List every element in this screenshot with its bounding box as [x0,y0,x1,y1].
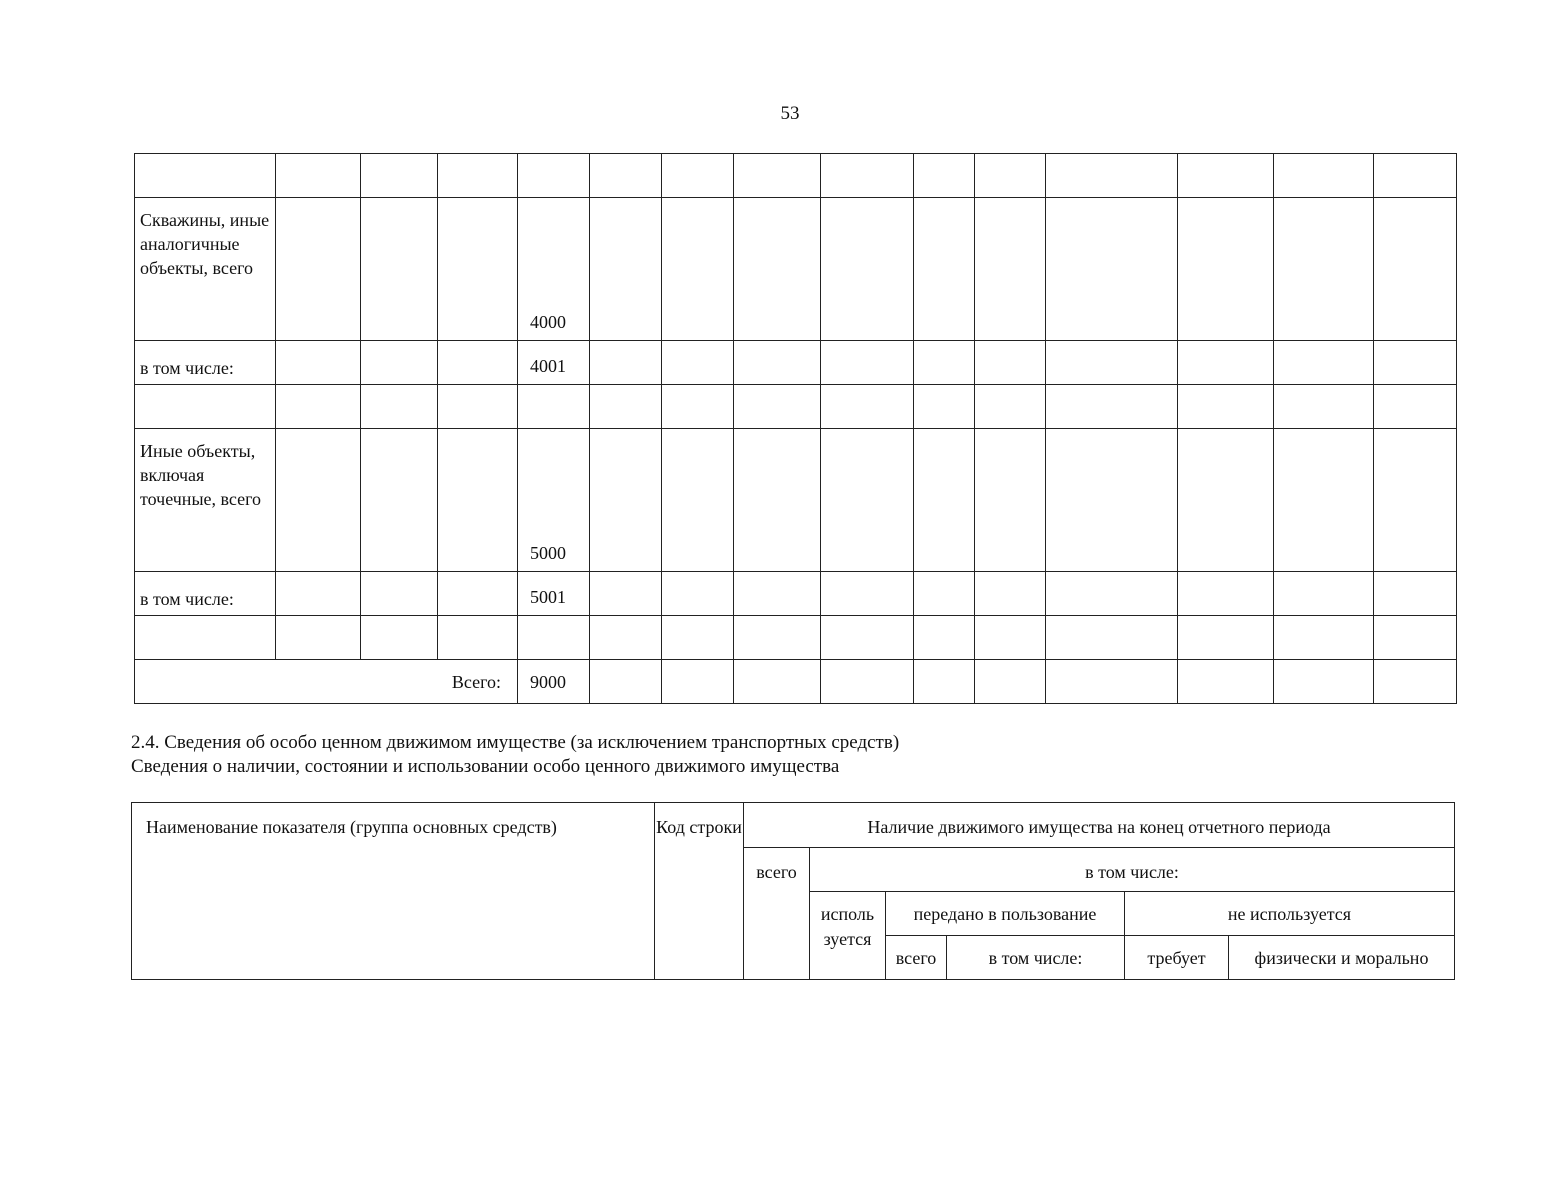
data-cell [276,198,361,341]
data-cell [734,572,821,616]
data-cell [361,198,438,341]
data-cell [590,154,662,198]
data-cell [1046,154,1178,198]
data-cell [734,385,821,429]
table-row [135,385,1457,429]
data-cell [590,198,662,341]
header-requires: требует [1125,936,1229,980]
row-name [135,616,276,660]
data-cell [1274,385,1374,429]
data-cell [1374,385,1457,429]
header-transferred: передано в пользование [886,892,1125,936]
data-cell [590,660,662,704]
page-number: 53 [780,103,800,124]
row-code [518,385,590,429]
data-cell [1374,429,1457,572]
row-code: 5000 [518,429,590,572]
data-cell [975,572,1046,616]
data-cell [276,572,361,616]
data-cell [1274,154,1374,198]
data-cell [438,341,518,385]
data-cell [1374,154,1457,198]
data-cell [734,198,821,341]
data-cell [821,154,914,198]
data-cell [821,198,914,341]
data-cell [361,429,438,572]
valuable-movable-property-table [131,802,1455,980]
data-cell [438,154,518,198]
row-name: в том числе: [135,572,276,616]
section-title: 2.4. Сведения об особо ценном движимом имуществе (за исключением транспортных средств) [131,732,900,753]
data-cell [914,341,975,385]
real-estate-table [134,153,1457,704]
row-code: 4000 [518,198,590,341]
table-row [135,154,1457,198]
table-row [135,572,1457,616]
data-cell [975,154,1046,198]
row-name [135,385,276,429]
table-row [135,616,1457,660]
data-cell [1374,660,1457,704]
data-cell [975,660,1046,704]
data-cell [914,198,975,341]
data-cell [662,660,734,704]
data-cell [914,385,975,429]
header-line-code: Код строки [655,803,744,980]
data-cell [1274,429,1374,572]
data-cell [590,429,662,572]
row-code: 5001 [518,572,590,616]
row-code [518,616,590,660]
data-cell [1178,572,1274,616]
header-used: исполь зуется [810,892,886,980]
data-cell [276,385,361,429]
data-cell [1374,198,1457,341]
data-cell [1178,154,1274,198]
data-cell [590,341,662,385]
data-cell [276,341,361,385]
data-cell [662,429,734,572]
data-cell [662,616,734,660]
data-cell [821,572,914,616]
data-cell [1274,660,1374,704]
header-including: в том числе: [810,848,1455,892]
header-total: всего [744,848,810,980]
data-cell [662,154,734,198]
data-cell [975,429,1046,572]
data-cell [821,341,914,385]
data-cell [361,572,438,616]
data-cell [662,341,734,385]
row-code [518,154,590,198]
data-cell [734,429,821,572]
row-name: в том числе: [135,341,276,385]
data-cell [276,154,361,198]
table-row [135,198,1457,341]
data-cell [821,429,914,572]
data-cell [438,385,518,429]
total-label: Всего: [135,660,518,704]
data-cell [1274,572,1374,616]
data-cell [276,616,361,660]
data-cell [1046,385,1178,429]
data-cell [361,154,438,198]
header-indicator-name: Наименование показателя (группа основных средств) [132,803,655,980]
header-not-used: не используется [1125,892,1455,936]
data-cell [914,572,975,616]
data-cell [821,660,914,704]
data-cell [1374,572,1457,616]
data-cell [1374,341,1457,385]
header-obsolete: физически и морально [1229,936,1455,980]
table-row [135,429,1457,572]
row-name: Иные объекты, включая точечные, всего [135,429,276,572]
data-cell [662,572,734,616]
data-cell [975,385,1046,429]
data-cell [975,616,1046,660]
data-cell [734,341,821,385]
data-cell [1178,198,1274,341]
data-cell [1178,341,1274,385]
data-cell [914,616,975,660]
header-transferred-total: всего [886,936,947,980]
data-cell [1178,429,1274,572]
data-cell [1046,429,1178,572]
data-cell [361,385,438,429]
data-cell [914,660,975,704]
data-cell [1178,660,1274,704]
data-cell [821,385,914,429]
row-name: Скважины, иные аналогичные объекты, всего [135,198,276,341]
data-cell [1178,385,1274,429]
row-code: 4001 [518,341,590,385]
data-cell [1274,198,1374,341]
data-cell [734,154,821,198]
data-cell [734,616,821,660]
data-cell [438,198,518,341]
data-cell [276,429,361,572]
data-cell [1374,616,1457,660]
data-cell [590,385,662,429]
data-cell [590,572,662,616]
data-cell [438,572,518,616]
data-cell [914,154,975,198]
data-cell [590,616,662,660]
data-cell [1046,572,1178,616]
data-cell [438,616,518,660]
data-cell [361,341,438,385]
section-subtitle: Сведения о наличии, состоянии и использовании особо ценного движимого имущества [131,756,840,777]
total-code: 9000 [518,660,590,704]
table-row [135,341,1457,385]
header-transferred-including: в том числе: [947,936,1125,980]
data-cell [1046,198,1178,341]
data-cell [914,429,975,572]
data-cell [662,198,734,341]
total-row [135,660,1457,704]
header-presence: Наличие движимого имущества на конец отчетного периода [744,803,1455,848]
data-cell [975,198,1046,341]
data-cell [1274,341,1374,385]
data-cell [662,385,734,429]
data-cell [734,660,821,704]
data-cell [975,341,1046,385]
data-cell [1274,616,1374,660]
data-cell [361,616,438,660]
data-cell [1046,341,1178,385]
data-cell [438,429,518,572]
data-cell [821,616,914,660]
data-cell [1178,616,1274,660]
data-cell [1046,660,1178,704]
row-name [135,154,276,198]
data-cell [1046,616,1178,660]
